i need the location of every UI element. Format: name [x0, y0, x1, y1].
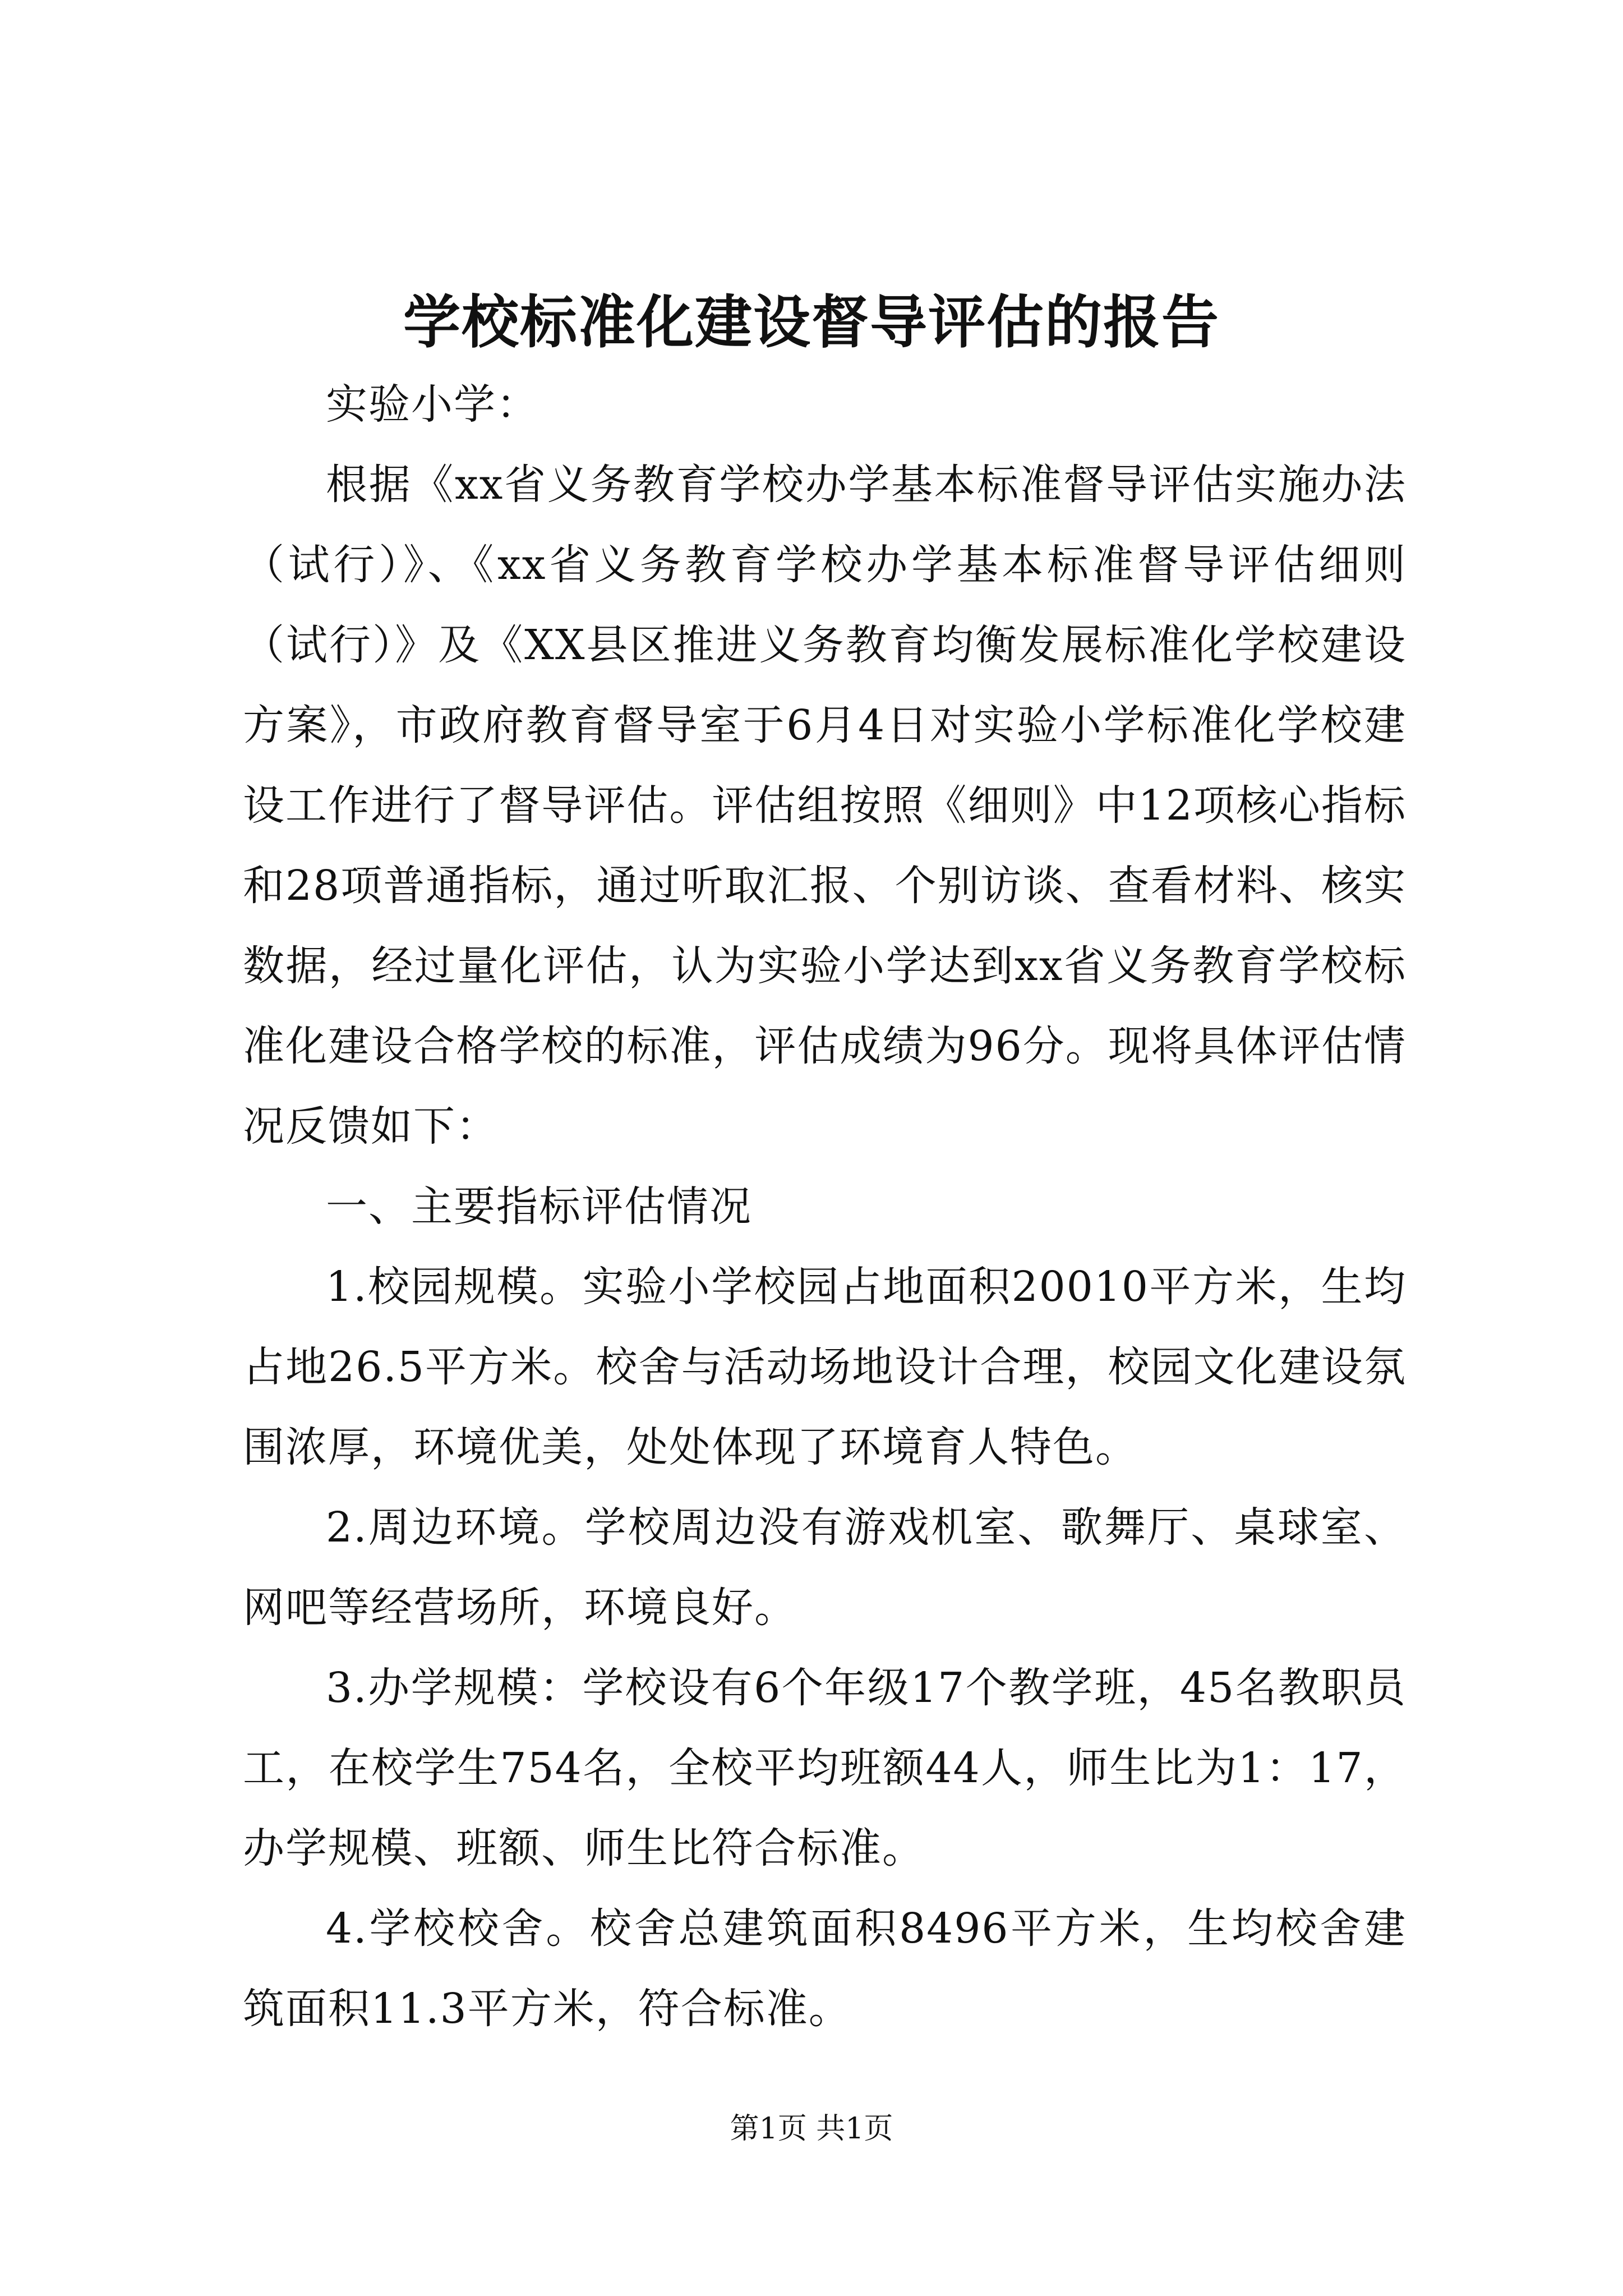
item-campus-scale: 1.校园规模。实验小学校园占地面积20010平方米，生均占地26.5平方米。校舍与活动场地设计合理，校园文化建设氛围浓厚，环境优美，处处体现了环境育人特色。	[243, 1263, 1407, 1471]
item-school-buildings: 4.学校校舍。校舍总建筑面积8496平方米，生均校舍建筑面积11.3平方米，符合标准。	[243, 1904, 1407, 2033]
item-surroundings: 2.周边环境。学校周边没有游戏机室、歌舞厅、桌球室、网吧等经营场所，环境良好。	[243, 1503, 1407, 1632]
intro-paragraph: 根据《xx省义务教育学校办学基本标准督导评估实施办法（试行）》、《xx省义务教育学校办学基本标准督导评估细则（试行）》及《XX县区推进义务教育均衡发展标准化学校建设方案》，市政府教育督导室于6月4日对实验小学标准化学校建设工作进行了督导评估。评估组按照《细则》中12项核心指标和28项普通指标，通过听取汇报、个别访谈、查看材料、核实数据，经过量化评估，认为实验小学达到xx省义务教育学校标准化建设合格学校的标准，评估成绩为96分。现将具体评估情况反馈如下：	[243, 461, 1407, 1151]
document-body	[243, 365, 1407, 2049]
document-title: 学校标准化建设督导评估的报告	[403, 289, 1220, 356]
item-school-scale: 3.办学规模：学校设有6个年级17个教学班，45名教职员工，在校学生754名，全校平均班额44人，师生比为1：17，办学规模、班额、师生比符合标准。	[243, 1664, 1407, 1872]
salutation: 实验小学：	[326, 380, 539, 429]
section-heading: 一、主要指标评估情况	[326, 1182, 752, 1231]
page-number: 第1页 共1页	[730, 2112, 893, 2146]
